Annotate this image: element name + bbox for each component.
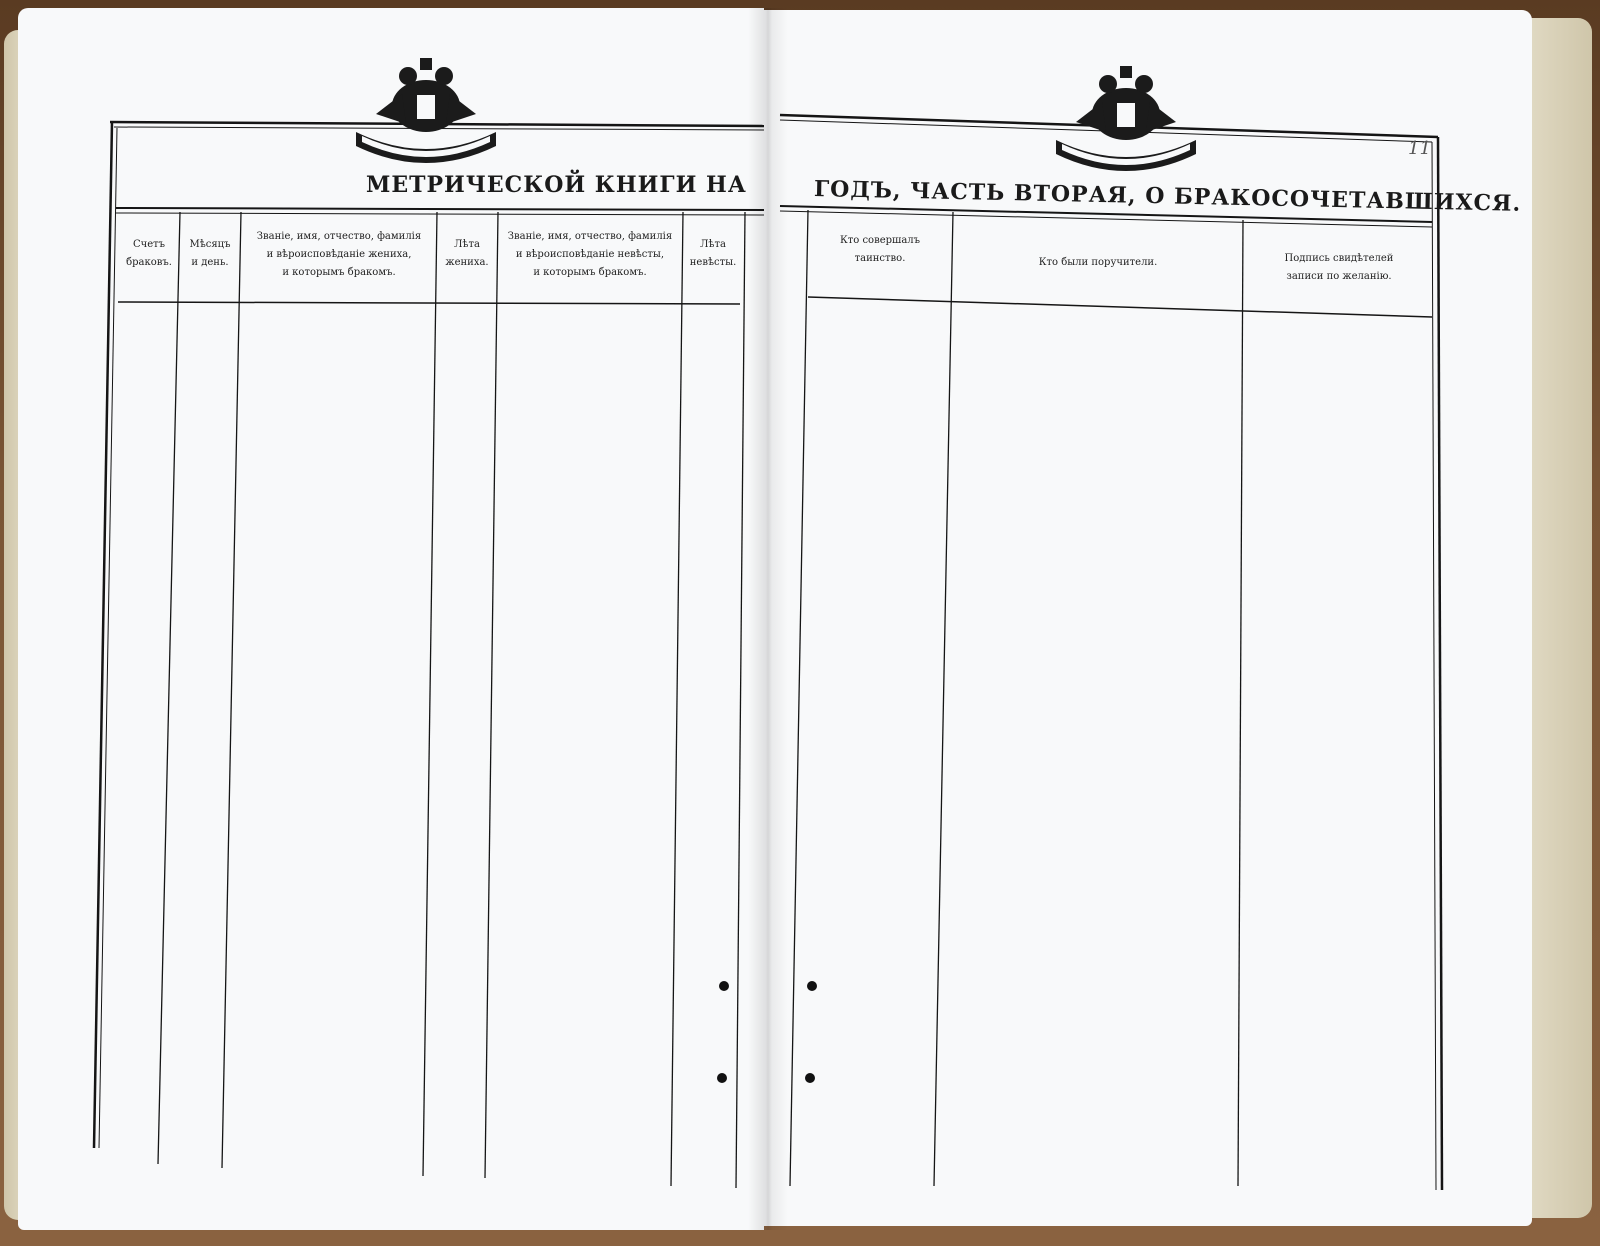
column-header-officiant: Кто совершалъ таинство. xyxy=(839,235,920,264)
double-headed-eagle-emblem-right xyxy=(1056,62,1196,174)
column-header-guarantors: Кто были поручители. xyxy=(1038,257,1158,268)
left-colhead-bottom xyxy=(118,302,740,304)
column-header-groom-age: Лѣта жениха. xyxy=(445,239,489,268)
left-col-1 xyxy=(158,212,180,1164)
column-header-marriage-count: Счетъ браковъ. xyxy=(126,239,172,268)
left-header-rule-1 xyxy=(116,208,764,210)
right-page-title: ГОДЪ, ЧАСТЬ ВТОРАЯ, О БРАКОСОЧЕТАВШИХСЯ. xyxy=(813,176,1522,217)
binding-hole xyxy=(719,981,729,991)
binding-hole xyxy=(805,1073,815,1083)
left-header-rule-2 xyxy=(116,213,764,215)
column-header-witness-signatures: Подпись свидѣтелей записи по желанію. xyxy=(1284,253,1394,282)
left-col-6 xyxy=(736,212,745,1188)
left-col-5 xyxy=(671,212,683,1186)
column-header-month-day: Мѣсяцъ и день. xyxy=(189,239,231,268)
left-col-2 xyxy=(222,212,241,1168)
double-headed-eagle-emblem-left xyxy=(356,54,496,166)
right-colhead-bottom xyxy=(808,297,1432,317)
right-col-1 xyxy=(790,210,808,1186)
binding-hole xyxy=(807,981,817,991)
column-header-bride: Званіе, имя, отчество, фамилія и вѣроисповѣданіе невѣсты, и которымъ бракомъ. xyxy=(507,231,673,278)
right-col-3 xyxy=(1238,220,1243,1186)
left-frame-left xyxy=(94,122,112,1148)
right-col-2 xyxy=(934,212,953,1186)
left-page-title: МЕТРИЧЕСКОЙ КНИГИ НА xyxy=(366,172,747,198)
column-header-bride-age: Лѣта невѣсты. xyxy=(689,239,737,268)
binding-hole xyxy=(717,1073,727,1083)
right-frame-right xyxy=(1438,137,1442,1190)
page-number: 11 xyxy=(1408,138,1431,159)
left-col-4 xyxy=(485,212,498,1178)
column-header-groom: Званіе, имя, отчество, фамилія и вѣроисповѣданіе жениха, и которымъ бракомъ. xyxy=(256,231,422,278)
right-frame-right-inner xyxy=(1432,142,1436,1190)
left-col-3 xyxy=(423,212,437,1176)
